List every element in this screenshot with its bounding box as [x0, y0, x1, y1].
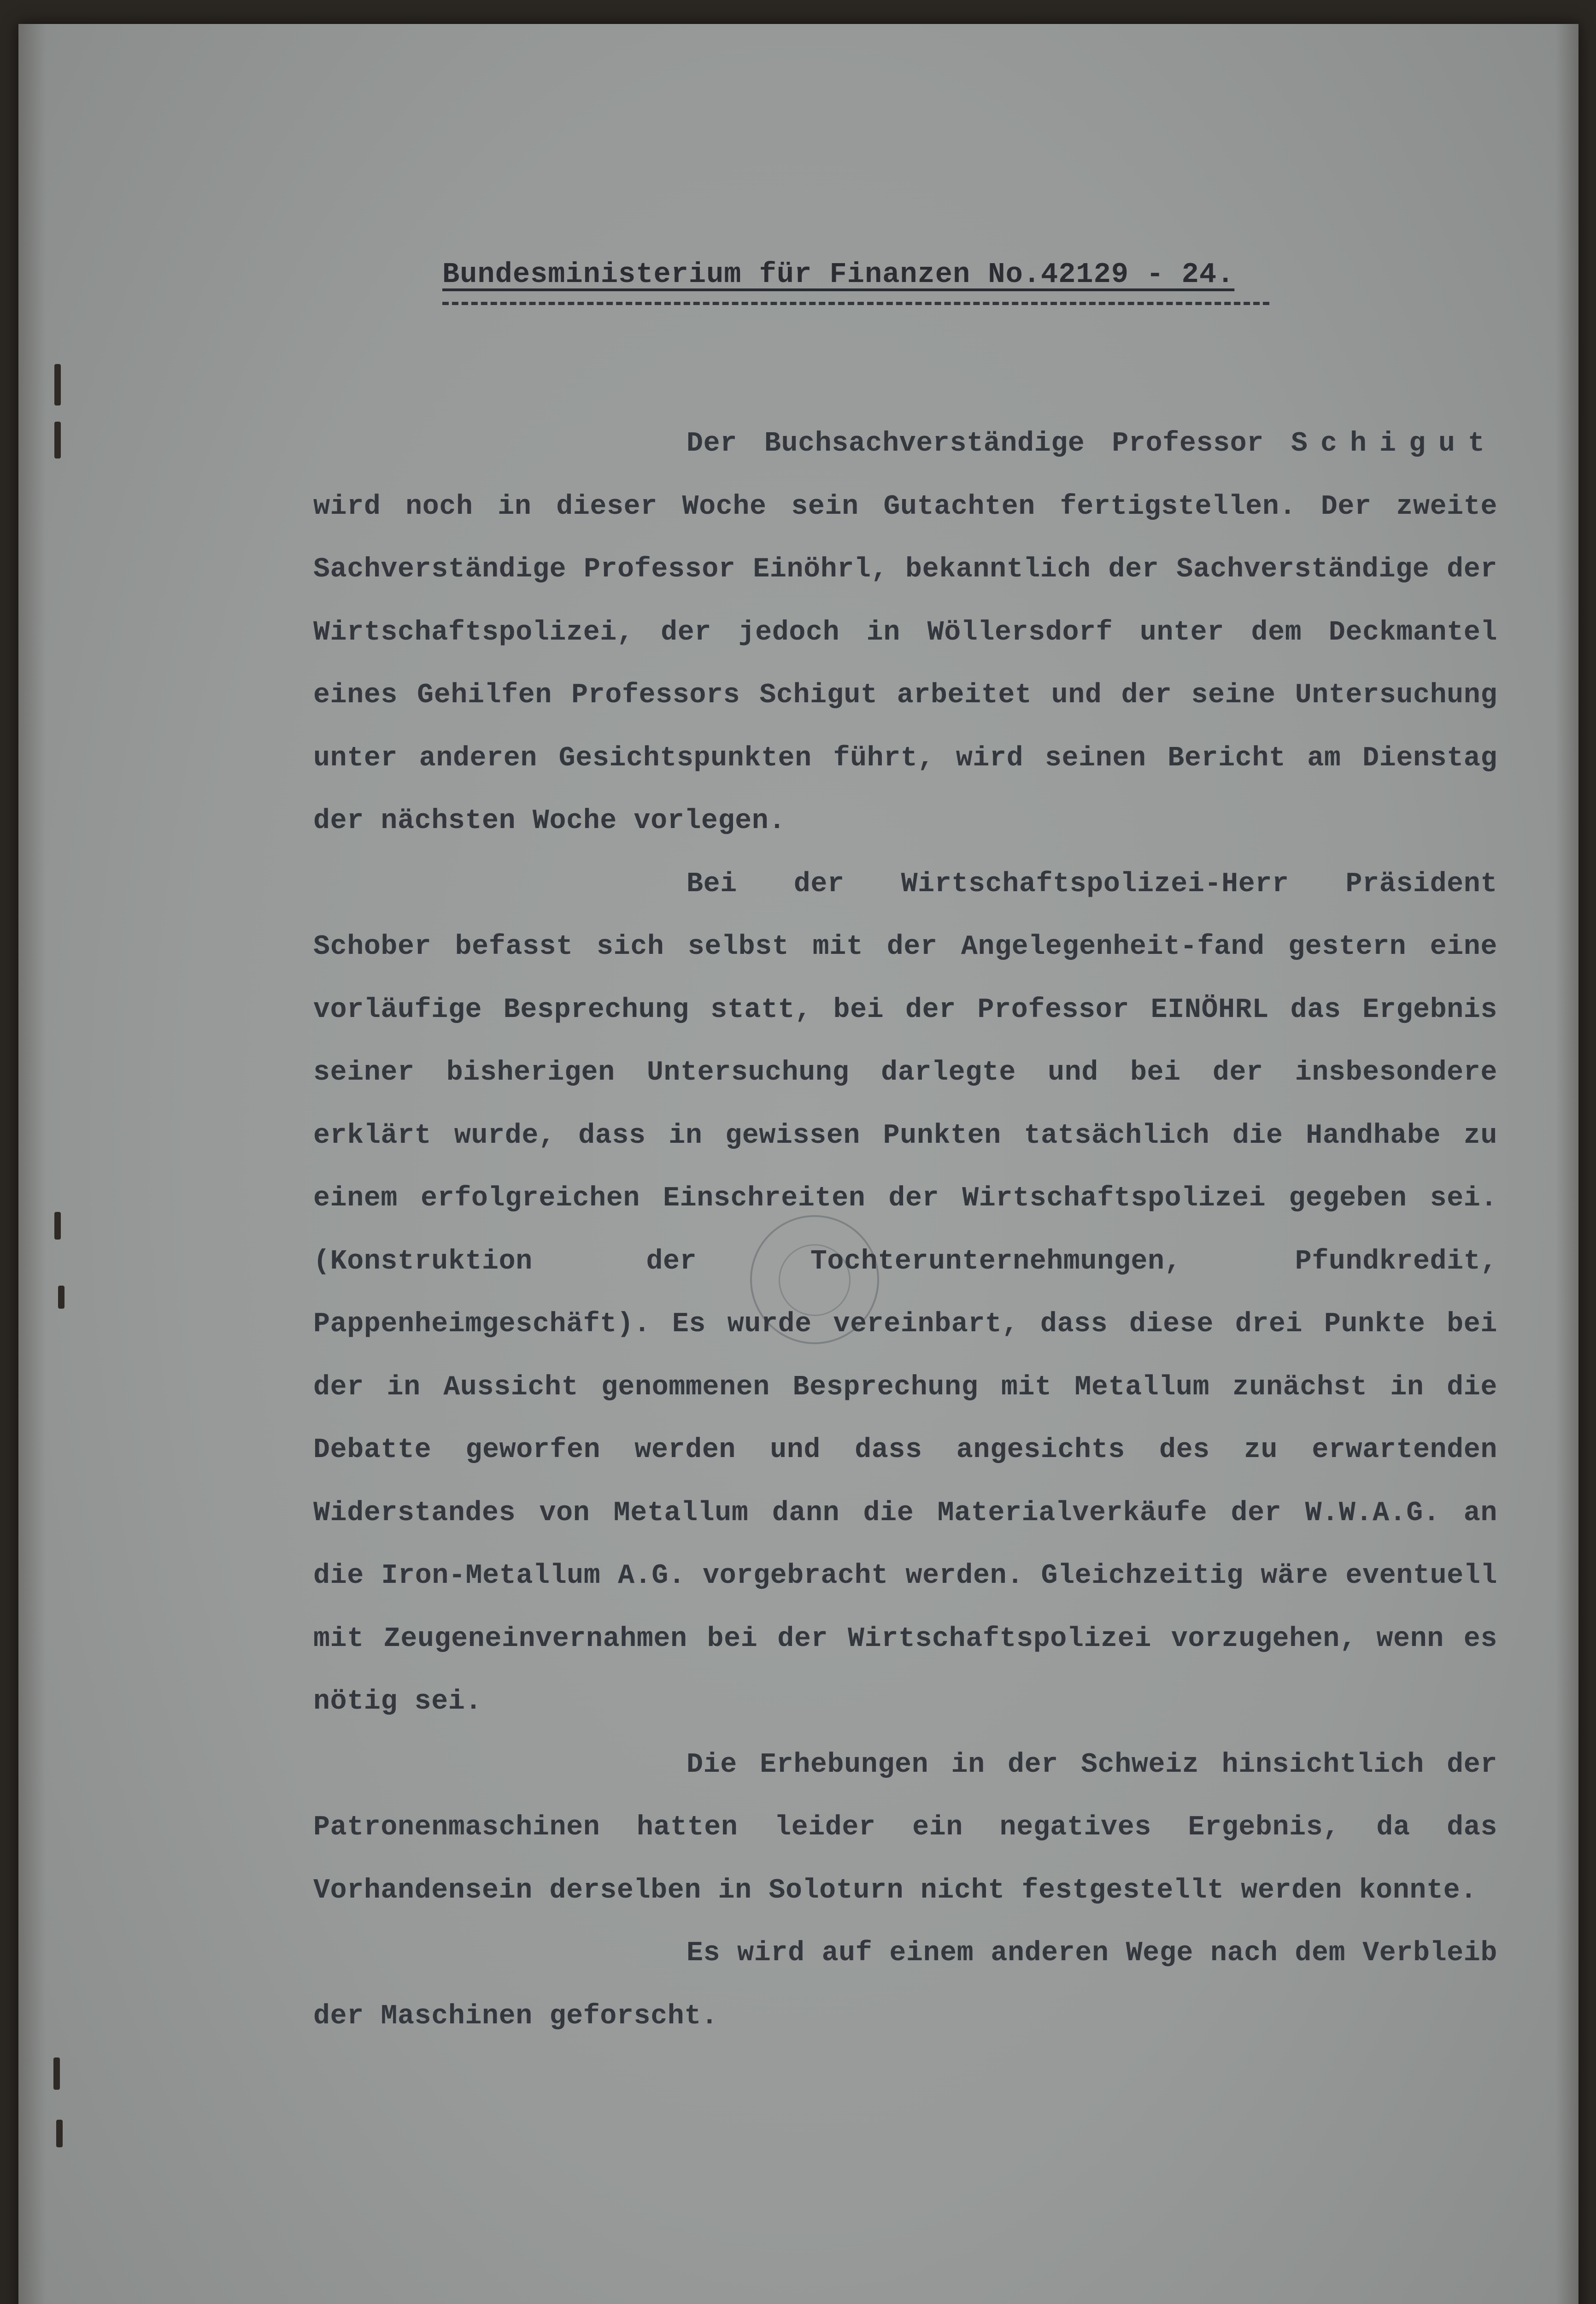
paragraph-1-rest: wird noch in dieser Woche sein Gutachten fertigstellen. Der zweite Sachverständige Professor Einöhrl, bekanntlich der Sachverständige der Wirtschaftspolizei, der jedoch in Wöllersdorf unter dem Deckmantel eines Gehilfen Professors Schigut arbeitet und der seine Untersuchung unter anderen Gesichtspunkten führt, wird seinen Bericht am Dienstag der nächsten Woche vorlegen. [313, 491, 1497, 837]
punch-mark [53, 2057, 60, 2090]
paragraph-1-lead: Der Buchsachverständige Professor [687, 428, 1291, 459]
punch-mark [58, 1286, 65, 1309]
punch-mark [54, 1212, 61, 1240]
paragraph-1 [313, 412, 1497, 853]
paragraph-3: Die Erhebungen in der Schweiz hinsichtlich der Patronenmaschinen hatten leider ein negatives Ergebnis, da das Vorhandensein derselben in Soloturn nicht festgestellt werden konnte. [313, 1749, 1497, 1906]
punch-mark [56, 2120, 63, 2147]
punch-mark [54, 364, 61, 406]
paragraph-1-name-spaced: Schigut [1291, 428, 1497, 459]
punch-mark [54, 422, 61, 458]
document-heading: Bundesministerium für Finanzen No.42129 - 24. [442, 258, 1235, 291]
paragraph-4: Es wird auf einem anderen Wege nach dem Verbleib der Maschinen geforscht. [313, 1938, 1497, 2032]
sheet-shadow-left [18, 24, 46, 2304]
sheet-shadow-right [1555, 24, 1578, 2304]
document-body [313, 412, 1497, 2048]
heading-underline [442, 302, 1269, 305]
paragraph-2: Bei der Wirtschaftspolizei-Herr Präsident Schober befasst sich selbst mit der Angelegenheit-fand gestern eine vorläufige Besprechung statt, bei der Professor EINÖHRL das Ergebnis seiner bisherigen Untersuchung darlegte und bei der insbesondere erklärt wurde, dass in gewissen Punkten tatsächlich die Handhabe zu einem erfolgreichen Einschreiten der Wirtschaftspolizei gegeben sei. (Konstruktion der Tochterunternehmungen, Pfundkredit, Pappenheimgeschäft). Es wurde vereinbart, dass diese drei Punkte bei der in Aussicht genommenen Besprechung mit Metallum zunächst in die Debatte geworfen werden und dass angesichts des zu erwartenden Widerstandes von Metallum dann die Materialverkäufe der W.W.A.G. an die Iron-Metallum A.G. vorgebracht werden. Gleichzeitig wäre eventuell mit Zeugeneinvernahmen bei der Wirtschaftspolizei vorzugehen, wenn es nötig sei. [313, 868, 1497, 1717]
